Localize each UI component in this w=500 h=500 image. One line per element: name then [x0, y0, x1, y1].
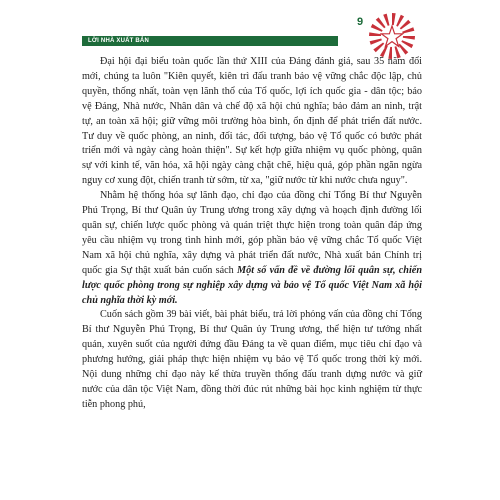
emblem-ray	[396, 15, 404, 27]
emblem-ray	[371, 24, 383, 32]
emblem-ray	[392, 13, 396, 25]
emblem-ray	[370, 39, 382, 45]
emblem-ray	[373, 42, 384, 52]
body-text	[82, 55, 422, 413]
book-title: Một số vấn đề về đường lối quân sự, chiến lược quốc phòng trong sự nghiệp xây dựng và bảo vệ Tổ quốc Việt Nam xã hội chủ nghĩa thời kỳ mới.	[82, 264, 422, 306]
page-number: 9	[357, 16, 364, 28]
emblem-ray	[383, 14, 389, 26]
paragraph-1: Đại hội đại biểu toàn quốc lần thứ XIII của Đảng đánh giá, sau 35 năm đổi mới, chúng ta luôn "Kiên quyết, kiên trì đấu tranh bảo vệ vững chắc độc lập, chủ quyền, thống nhất, toàn vẹn lãnh thổ của Tổ quốc, lợi ích quốc gia - dân tộc; bảo vệ Đảng, Nhà nước, Nhân dân và chế độ xã hội chủ nghĩa; bảo đảm an ninh, trật tự, an toàn xã hội; giữ vững môi trường hòa bình, ổn định để phát triển đất nước. Tư duy về quốc phòng, an ninh, đối tác, đối tượng, bảo vệ Tổ quốc có bước phát triển mới và ngày càng hoàn thiện". Sự kết hợp giữa nhiệm vụ quốc phòng, quân sự với kinh tế, văn hóa, xã hội ngày càng chặt chẽ, hiệu quả, góp phần ngăn ngừa nguy cơ xung đột, chiến tranh từ sớm, từ xa, "giữ nước từ khi nước chưa nguy".	[82, 56, 422, 187]
paragraph-2-lead: Nhằm hệ thống hóa sự lãnh đạo, chỉ đạo của đồng chí Tổng Bí thư Nguyễn Phú Trọng, Bí thư Quân ủy Trung ương trong xây dựng và hoạch định đường lối quân sự, chiến lược quốc phòng và quán triệt thực hiện trong toàn quân đáp ứng yêu cầu nhiệm vụ trong tình hình mới, góp phần bảo vệ vững chắc Tổ quốc Việt Nam xã hội chủ nghĩa, xây dựng và phát triển đất nước, Nhà xuất bản Chính trị quốc gia Sự thật xuất bản cuốn sách	[82, 190, 422, 276]
paragraph-2	[82, 189, 422, 308]
emblem-ray	[369, 32, 381, 36]
emblem-ray	[402, 27, 414, 33]
emblem-ray	[376, 17, 386, 28]
emblem-ray	[403, 36, 415, 40]
paragraph-3: Cuốn sách gồm 39 bài viết, bài phát biểu, trả lời phỏng vấn của đồng chí Tổng Bí thư Nguyễn Phú Trọng, Bí thư Quân ủy Trung ương, thể hiện tư tưởng nhất quán, xuyên suốt của người đứng đầu Đảng ta về quan điểm, mục tiêu chỉ đạo và phương hướng, giải pháp thực hiện nhiệm vụ bảo vệ Tổ quốc trong thời kỳ mới. Nội dung những chỉ đạo này kế thừa truyền thống đấu tranh dựng nước và giữ nước của dân tộc Việt Nam, đồng thời đúc rút những bài học kinh nghiệm từ thực tiễn phong phú,	[82, 309, 422, 410]
section-header-title: LỜI NHÀ XUẤT BẢN	[88, 38, 149, 44]
emblem-ray	[398, 44, 408, 55]
emblem-ray	[400, 20, 411, 30]
emblem-ray	[401, 40, 413, 48]
